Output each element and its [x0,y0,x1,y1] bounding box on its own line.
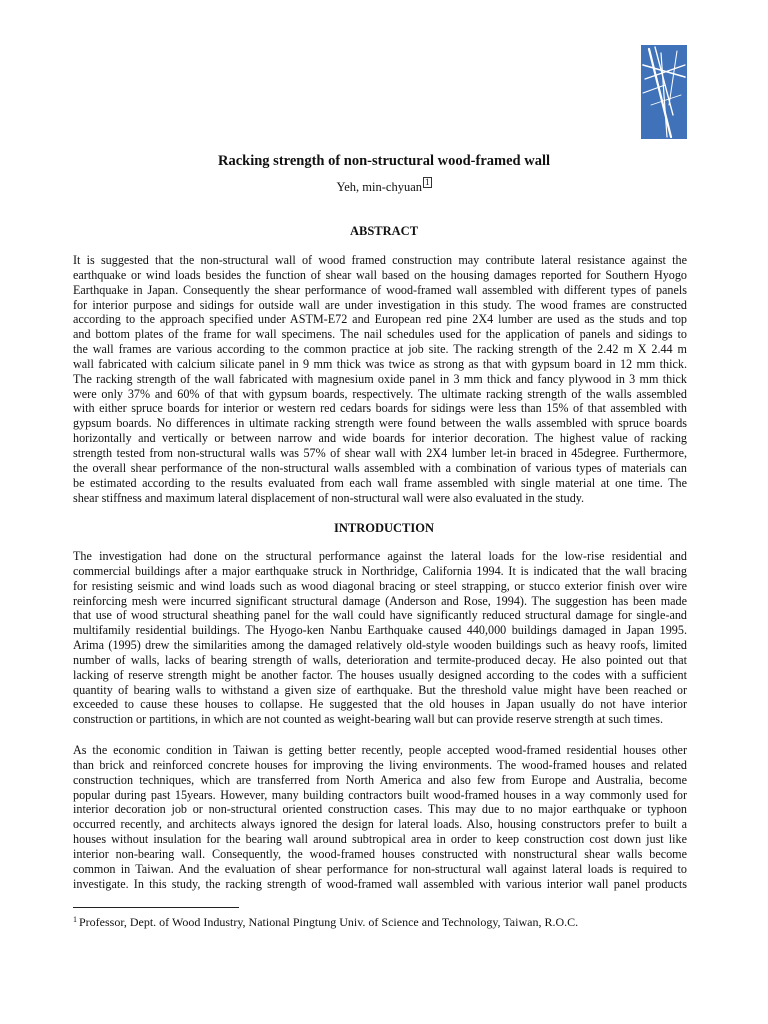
abstract-line: It is suggested that the non-structural wall of wood framed construction may contribute lateral resistance against the [73,253,687,267]
author-footnote-mark: 1 [425,177,430,187]
intro-line: popular during past 15years. However, many building contractors built wood-framed houses in a way commonly used for [73,787,687,802]
intro-line: quantity of bearing walls to withstand a given size of earthquake. But the threshold value might have been reached or [73,682,687,697]
abstract-line: shear stiffness and maximum lateral displacement of non-structural wall were also evaluated in the study. [73,490,585,505]
abstract-line: The racking strength of the wall fabricated with magnesium oxide panel in 3 mm thick and fancy plywood in 3 mm thick [73,371,687,386]
paper-title: Racking strength of non-structural wood-framed wall [217,153,550,169]
intro-line: interior decoration job or non-structural oriented construction cases. This may due to no major earthquake or typhoon [73,802,687,817]
abstract-line: Earthquake in Japan. Consequently the shear performance of wood-framed wall assembled with different types of panels [73,282,687,297]
intro-line: that use of wood structural sheathing panel for the wall could have significantly reduced structural damage for single-and [73,608,687,623]
abstract-body [73,253,687,505]
introduction-paragraph-2 [73,743,687,891]
intro-line: multifamily residential buildings. The Hyogo-ken Nanbu Earthquake caused 440,000 buildings damaged in Japan 1995. [73,623,687,638]
intro-line: As the economic condition in Taiwan is getting better recently, people accepted wood-framed residential houses other [73,743,687,757]
footnote-text: Professor, Dept. of Wood Industry, National Pingtung Univ. of Science and Technology, Taiwan, R.O.C. [79,915,579,929]
introduction-paragraph-1 [73,549,687,727]
abstract-line: were only 37% and 60% of that with gypsum boards, respectively. The ultimate racking strength of the walls assembled [73,386,687,401]
footnote [73,915,578,930]
intro-line: commercial buildings after a major earthquake struck in Northridge, California 1994. It is indicated that the wall bracing [73,563,687,578]
abstract-line: gypsum boards. No differences in ultimate racking strength were found between the walls assembled with spruce boards [73,416,687,431]
abstract-line: wall fabricated with calcium silicate panel in 9 mm thick was twice as strong as that with gypsum board in 12 mm thick. [73,356,687,371]
abstract-line: for interior purpose and sidings for outside wall are under investigation in this study. The wood frames are constructed [73,297,687,312]
footnote-mark: 1 [73,915,77,924]
intro-line: interior non-bearing wall. Consequently, the wood-framed houses constructed with nonstructural shear walls become [73,846,687,861]
abstract-line: strength tested from non-structural walls was 57% of shear wall with 2X4 lumber let-in braced in 45degree. Furthermore, [73,445,687,460]
intro-line: houses without insulation for the bearing wall around subtropical area in order to keep construction cost down just like [73,832,687,847]
author-line [0,177,768,195]
introduction-heading: INTRODUCTION [333,521,434,535]
footnote-divider [73,907,239,908]
intro-line: investigate. In this study, the racking strength of wood-framed wall assembled with various interior wall panel products [73,876,687,891]
intro-line: lacking of reserve strength might be another factor. The houses usually designed according to the codes with a sufficient [73,667,687,682]
intro-line: common in Taiwan. And the evaluation of shear performance for non-structural wall against lateral loads is required to [73,861,687,876]
intro-line: number of walls, lacks of bearing strength of walls, deterioration and termite-produced decay. He also pointed out that [73,652,687,667]
abstract-line: the wall frames are various according to the common practice at job site. The racking strength of the 2.42 m X 2.44 m [73,342,687,357]
abstract-heading: ABSTRACT [349,224,419,238]
abstract-line: and bottom plates of the frame for wall specimens. The nail schedules used for the application of panels and sidings to [73,327,687,342]
abstract-line: be estimated according to the results evaluated from each wall frame assembled with single material at one time. The [73,475,687,490]
intro-line: The investigation had done on the structural performance against the lateral loads for the low-rise residential and [73,549,687,563]
institution-logo-icon [641,45,687,139]
abstract-line: the overall shear performance of the non-structural walls assembled with a combination of various types of materials can [73,460,687,475]
intro-line: occurred recently, and architects always ignored the design for lateral loads. Also, housing constructors prefer to built a [73,817,687,832]
intro-line: construction techniques, which are transferred from North America and also few from Europe and Australia, become [73,772,687,787]
abstract-line: with either spruce boards for interior or western red cedars boards for sidings were less than 15% of that assembled with [73,401,687,416]
abstract-line: earthquake or wind loads besides the function of shear wall based on the housing damages reported for Southern Hyogo [73,267,687,282]
intro-line: construction or partitions, in which are not counted as weight-bearing wall but can provide reserve strength at such times. [73,712,664,727]
intro-line: than brick and reinforced concrete houses for improving the living environments. The wood-framed houses and related [73,757,687,772]
author-name: Yeh, min-chyuan [336,180,423,194]
intro-line: exceeded to cause these houses to collapse. He suggested that the old houses in Japan usually do not have interior [73,697,687,712]
abstract-line: horizontally and vertically or between narrow and wide boards for interior decoration. The highest value of racking [73,431,687,446]
intro-line: for resisting seismic and wind loads such as wood diagonal bracing or steel strapping, or stucco exterior finish over wire [73,578,687,593]
intro-line: Arima (1995) drew the similarities among the damaged relatively old-style wooden buildings such as heavy roofs, limited [73,638,687,653]
abstract-line: according to the approach specified under ASTM-E72 and European red pine 2X4 lumber are used as the studs and top [73,312,687,327]
intro-line: reinforcing mesh were incurred significant structural damage (Anderson and Rose, 1994). The suggestion has been made [73,593,687,608]
